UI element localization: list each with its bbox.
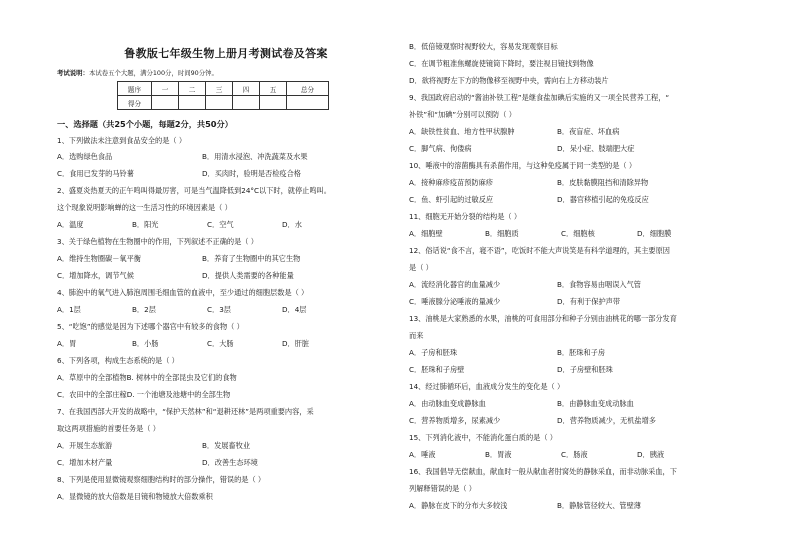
option: C．脚气病、佝偻病 [409, 144, 472, 153]
option: B．2层 [132, 305, 156, 314]
option: C．鱼、虾引起的过敏反应 [409, 195, 494, 204]
option: D．器官移植引起的免疫反应 [557, 195, 649, 204]
option: A．静脉在皮下的分布大多较浅 [409, 501, 508, 510]
left-column [57, 0, 395, 550]
question-8: 8、下列是使用显微镜观察细胞结构时的部分操作，错误的是（ ） [57, 475, 266, 484]
option: C．食用已发芽的马铃薯 [57, 169, 134, 178]
option: D．肝脏 [282, 339, 310, 348]
page-title: 鲁教版七年级生物上册月考测试卷及答案 [124, 47, 328, 60]
option: B．静脉管径较大、管壁薄 [557, 501, 641, 510]
question-12: 12、俗话说“食不言，寝不语”，吃饭时不能大声说笑是有科学道理的，其主要原因 [409, 246, 670, 255]
question-13-cont: 而来 [409, 331, 424, 340]
option: C．空气 [207, 220, 234, 229]
score-cell-header: 题序 [118, 82, 152, 96]
option: B．由静脉血变成动脉血 [557, 399, 634, 408]
score-cell[interactable] [260, 96, 287, 110]
option: D．水 [282, 220, 302, 229]
section-heading: 一、选择题（共25个小题，每题2分，共50分） [57, 119, 233, 129]
question-15: 15、下列消化液中，不能消化蛋白质的是（ ） [409, 433, 557, 442]
option: D．4层 [282, 305, 307, 314]
score-cell-header: 二 [179, 82, 206, 96]
option: D．有利于保护声带 [557, 297, 621, 306]
option: D．营养物质减少，无机盐增多 [557, 416, 656, 425]
option: D．细胞膜 [637, 229, 672, 238]
option: D．呆小症、肢端肥大症 [557, 144, 635, 153]
exam-note [57, 68, 395, 77]
option: A．子房和胚珠 [409, 348, 458, 357]
score-cell-header: 四 [233, 82, 260, 96]
option: C．增加降水，调节气候 [57, 271, 134, 280]
option: A．选购绿色食品 [57, 152, 113, 161]
question-7: 7、在我国西部大开发的战略中，“保护天然林”和“退耕还林”是两项重要内容，采 [57, 407, 314, 416]
score-table-row [118, 96, 329, 110]
option: B．胃液 [485, 450, 512, 459]
option: C．3层 [207, 305, 231, 314]
option: C．唾液腺分泌唾液的量减少 [409, 297, 501, 306]
question-6-option-c: C．农田中的全部庄稼D. 一个池塘及池塘中的全部生物 [57, 390, 231, 399]
question-11: 11、细胞无开始分裂的结构是（ ） [409, 212, 522, 221]
option: D．改善生态环境 [202, 458, 258, 467]
option: A．由动脉血变成静脉血 [409, 399, 486, 408]
option: B．发展畜牧业 [202, 441, 251, 450]
option: B．胚珠和子房 [557, 348, 606, 357]
question-3: 3、关于绿色植物在生物圈中的作用，下列叙述不正确的是（ ） [57, 237, 258, 246]
option: A．胃 [57, 339, 77, 348]
question-14: 14、经过肺循环后，血液成分发生的变化是（ ） [409, 382, 565, 391]
option: B．小肠 [132, 339, 159, 348]
option: C．胚珠和子房壁 [409, 365, 465, 374]
option: C．增加木材产量 [57, 458, 113, 467]
option: A．流经消化器官的血量减少 [409, 280, 501, 289]
option: D．买肉时，验明是否检疫合格 [202, 169, 301, 178]
score-cell[interactable] [206, 96, 233, 110]
question-2: 2、盛夏炎热夏天的正午鸣叫得最厉害，可是当气温降低到24°C以下时，就停止鸣叫。 [57, 186, 331, 195]
option: D．子房壁和胚珠 [557, 365, 613, 374]
option: A．温度 [57, 220, 84, 229]
option: D．提供人类需要的各种能量 [202, 271, 294, 280]
option: A．1层 [57, 305, 81, 314]
score-table [117, 81, 329, 110]
question-9-cont: 补铁”和“加碘”分别可以预防（ ） [409, 110, 516, 119]
question-7-cont: 取这两项措施的首要任务是（ ） [57, 424, 160, 433]
score-cell-header: 总分 [287, 82, 329, 96]
question-8-option-b: B．低倍镜观察时视野较大，容易发现观察目标 [409, 42, 558, 51]
question-4: 4、肺泡中的氧气进入肺泡周围毛细血管的血液中，至少通过的细胞层数是（ ） [57, 288, 309, 297]
option: A．维持生物圈碳－氧平衡 [57, 254, 141, 263]
question-16: 16、我国倡导无偿献血，献血时一般从献血者肘窝处的静脉采血，而非动脉采血，下 [409, 467, 677, 476]
question-1: 1、下列做法未注意到食品安全的是（ ） [57, 136, 187, 145]
option: C．大肠 [207, 339, 234, 348]
option: C．细胞核 [561, 229, 595, 238]
option: A．细胞壁 [409, 229, 443, 238]
question-12-cont: 是（ ） [409, 263, 433, 272]
exam-note-text: 本试卷五个大题，满分100分，时间90分钟。 [88, 69, 218, 77]
option: B．阳光 [132, 220, 159, 229]
score-cell[interactable] [152, 96, 179, 110]
exam-note-label: 考试说明： [57, 69, 89, 77]
option: B．细胞质 [485, 229, 519, 238]
option: B．食物容易由咽误入气管 [557, 280, 641, 289]
question-8-option-c: C．在调节粗准焦螺旋使镜筒下降时，要注视目镜找到物像 [409, 59, 594, 68]
question-9: 9、我国政府启动的“酱油补铁工程”是继食盐加碘后实施的又一项全民营养工程，“ [409, 93, 670, 102]
question-8-option-d: D．欲将视野左下方的物像移至视野中央，需向右上方移动装片 [409, 76, 609, 85]
question-6: 6、下列各项，构成生态系统的是（ ） [57, 356, 179, 365]
question-5: 5、“吃饱”的感觉是因为下述哪个器官中有较多的食物（ ） [57, 322, 244, 331]
question-13: 13、油桃是大家熟悉的水果，油桃的可食用部分和种子分别由油桃花的哪一部分发育 [409, 314, 677, 323]
option: A．唾液 [409, 450, 436, 459]
right-column [409, 0, 755, 550]
question-6-option-a: A．草原中的全部植物B. 树林中的全部昆虫及它们的食物 [57, 373, 237, 382]
option: A．开展生态旅游 [57, 441, 113, 450]
question-8-option-a: A．显微镜的放大倍数是目镜和物镜放大倍数乘积 [57, 492, 213, 501]
option: B．用清水浸泡、冲洗蔬菜及水果 [202, 152, 308, 161]
score-cell[interactable] [233, 96, 260, 110]
score-cell-header: 一 [152, 82, 179, 96]
score-row-label: 得分 [118, 96, 152, 110]
option: A．缺铁性贫血、地方性甲状腺肿 [409, 127, 515, 136]
score-cell-header: 五 [260, 82, 287, 96]
option: C．营养物质增多，尿素减少 [409, 416, 501, 425]
score-cell-header: 三 [206, 82, 233, 96]
option: B．夜盲症、坏血病 [557, 127, 620, 136]
question-16-cont: 列解释错误的是（ ） [409, 484, 476, 493]
question-2-cont: 这个现象说明影响蝉的这一生活习性的环境因素是（ ） [57, 203, 232, 212]
score-cell[interactable] [287, 96, 329, 110]
score-cell[interactable] [179, 96, 206, 110]
score-table-header [118, 82, 329, 96]
option: B．皮肤黏膜阻挡和清除异物 [557, 178, 649, 187]
question-10: 10、唾液中的溶菌酶具有杀菌作用，与这种免疫属于同一类型的是（ ） [409, 161, 637, 170]
option: B．养育了生物圈中的其它生物 [202, 254, 301, 263]
option: D．胰液 [637, 450, 665, 459]
option: C．肠液 [561, 450, 588, 459]
option: A．接种麻疹疫苗预防麻疹 [409, 178, 493, 187]
